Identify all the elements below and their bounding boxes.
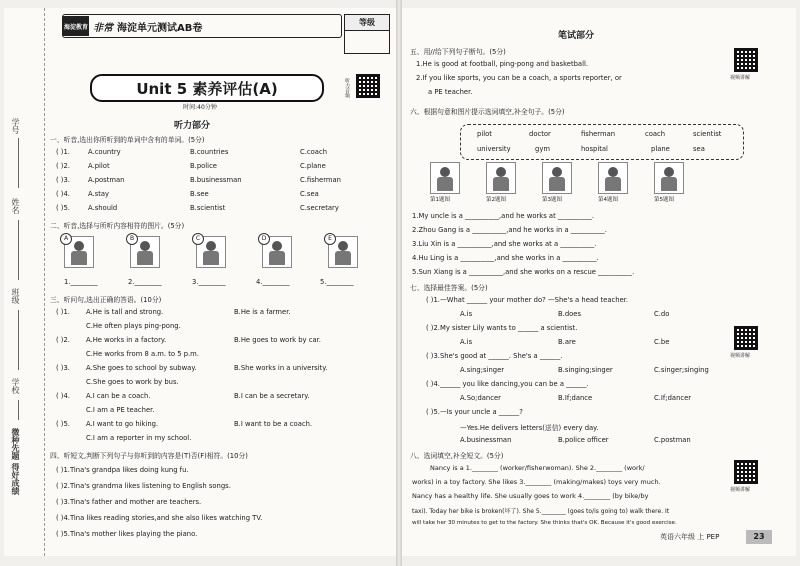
s1-opt-3b: B.businessman (190, 176, 242, 184)
s4-row-4[interactable]: ( )4.Tina likes reading stories,and she also likes watching TV. (56, 514, 263, 522)
s1-opt-4a: A.stay (88, 190, 110, 198)
s7-opt-1b: B.does (558, 310, 582, 318)
s6-line-3[interactable]: 3.Liu Xin is a __________,and she works at a __________. (412, 240, 597, 248)
picture-e-letter: E (324, 233, 336, 245)
brand-tag: 海淀教育 (63, 23, 88, 31)
s2-blank-5[interactable]: 5.________ (320, 278, 354, 286)
s1-heading: 一、听音,选出你所听到的单词中含有的单词。(5分) (50, 136, 205, 144)
picture-c-letter: C (192, 233, 204, 245)
brand-logo (63, 16, 89, 36)
picture-d-letter: D (258, 233, 270, 245)
s1-num-5[interactable]: ( )5. (56, 204, 70, 212)
s6-picture-4 (598, 162, 628, 194)
picture-a-letter: A (60, 233, 72, 245)
s7-opt-5b: B.police officer (558, 436, 609, 444)
s2-blank-1[interactable]: 1.________ (64, 278, 98, 286)
s6-line-1[interactable]: 1.My uncle is a __________,and he works at __________. (412, 212, 595, 220)
s7-opt-3c: C.singer;singing (654, 366, 709, 374)
s3-heading: 三、听问句,选出正确的答语。(10分) (50, 296, 162, 304)
s6-caption-1: 第1题图 (430, 197, 450, 203)
s1-opt-4c: C.sea (300, 190, 319, 198)
left-page (4, 8, 396, 556)
word-8: hospital (581, 145, 608, 153)
s7-opt-4c: C.If;dancer (654, 394, 692, 402)
footer-text: 英语六年级 上 PEP (660, 533, 720, 541)
word-2: doctor (529, 130, 551, 138)
s7-q-5-answer: —Yes.He delivers letters(送信) every day. (460, 424, 599, 432)
banner-script: 非常 (93, 22, 113, 34)
s4-row-2[interactable]: ( )2.Tina's grandma likes listening to English songs. (56, 482, 231, 490)
s5-line-1[interactable]: 1.He is good at football, ping-pong and basketball. (416, 60, 589, 68)
label-student-number: 学号 (11, 118, 20, 134)
word-bank (460, 124, 744, 160)
s6-picture-5 (654, 162, 684, 194)
page-title: Unit 5 素养评估(A) (90, 74, 324, 102)
class-line (18, 310, 19, 370)
s6-picture-3 (542, 162, 572, 194)
qr-code-icon[interactable] (734, 48, 758, 72)
s3-num-2[interactable]: ( )2. (56, 336, 70, 344)
listening-header: 听力部分 (174, 121, 211, 131)
picture-b-letter: B (126, 233, 138, 245)
s1-num-3[interactable]: ( )3. (56, 176, 70, 184)
qr-code-icon[interactable] (734, 460, 758, 484)
s1-opt-4b: B.see (190, 190, 209, 198)
word-5: scientist (693, 130, 722, 138)
s8-line-3[interactable]: Nancy has a healthy life. She usually goes to work 4.________ (by bike/by (412, 492, 649, 500)
school-line (18, 400, 19, 420)
s6-caption-2: 第2题图 (486, 197, 506, 203)
s3-opt-3a: A.She goes to school by subway. (86, 364, 197, 372)
s6-heading: 六、根据句意和图片提示选词填空,补全句子。(5分) (410, 108, 565, 116)
s3-opt-2b: B.He goes to work by car. (234, 336, 321, 344)
right-page (402, 8, 796, 556)
s5-heading: 五、用//给下列句子断句。(5分) (410, 48, 506, 56)
side-slogan: 微种先题 得好成绩 (11, 428, 20, 495)
s3-num-5[interactable]: ( )5. (56, 420, 70, 428)
s7-heading: 七、选择最佳答案。(5分) (410, 284, 488, 292)
word-7: gym (535, 145, 550, 153)
grade-label: 等级 (345, 15, 389, 31)
s7-opt-4a: A.So;dancer (460, 394, 501, 402)
s8-heading: 八、选词填空,补全短文。(5分) (410, 452, 504, 460)
word-9: plane (651, 145, 670, 153)
s5-line-3[interactable]: a PE teacher. (428, 88, 473, 96)
s3-num-4[interactable]: ( )4. (56, 392, 70, 400)
word-1: pilot (477, 130, 492, 138)
s1-opt-1b: B.countries (190, 148, 229, 156)
qr-caption: 听力音频 (344, 78, 350, 98)
s1-opt-5b: B.scientist (190, 204, 226, 212)
s8-line-4[interactable]: taxi). Today her bike is broken(坏了). She 5.________ (goes to/is going to) walk there. It (412, 508, 670, 515)
s6-caption-5: 第5题图 (654, 197, 674, 203)
grade-box (344, 14, 390, 54)
word-4: coach (645, 130, 666, 138)
s6-caption-4: 第4题图 (598, 197, 618, 203)
s4-heading: 四、听短文,判断下列句子与你听到的内容是(T)否(F)相符。(10分) (50, 452, 248, 460)
s7-opt-2c: C.be (654, 338, 670, 346)
s7-q-3[interactable]: ( )3.She's good at ______. She's a ______. (426, 352, 563, 360)
s1-opt-5a: A.should (88, 204, 118, 212)
series-banner (62, 14, 342, 38)
s3-opt-4b: B.I can be a secretary. (234, 392, 310, 400)
s7-q-4[interactable]: ( )4.______ you like dancing,you can be a ______. (426, 380, 589, 388)
s1-num-1[interactable]: ( )1. (56, 148, 70, 156)
s1-opt-5c: C.secretary (300, 204, 339, 212)
s1-opt-2b: B.police (190, 162, 217, 170)
s3-opt-5c: C.I am a reporter in my school. (86, 434, 192, 442)
s8-line-2[interactable]: works) in a toy factory. She likes 3.________ (making/makes) toys very much. (412, 478, 661, 486)
label-school: 学校 (11, 378, 20, 394)
s7-q-1[interactable]: ( )1.—What ______ your mother do? —She's a head teacher. (426, 296, 629, 304)
s8-line-5[interactable]: will take her 30 minutes to get to the factory. She thinks that's OK. Because it's good exercise. (412, 520, 677, 526)
s7-q-2[interactable]: ( )2.My sister Lily wants to ______ a scientist. (426, 324, 578, 332)
s1-num-2[interactable]: ( )2. (56, 162, 70, 170)
s7-opt-2b: B.are (558, 338, 576, 346)
s3-opt-4a: A.I can be a coach. (86, 392, 151, 400)
word-6: university (477, 145, 511, 153)
s3-opt-3b: B.She works in a university. (234, 364, 328, 372)
s6-line-2[interactable]: 2.Zhou Gang is a __________,and he works in a __________. (412, 226, 607, 234)
qr-caption-3: 视频讲解 (730, 487, 751, 493)
s7-opt-3a: A.sing;singer (460, 366, 505, 374)
s5-line-2[interactable]: 2.If you like sports, you can be a coach, a sports reporter, or (416, 74, 622, 82)
s1-num-4[interactable]: ( )4. (56, 190, 70, 198)
s2-blank-4[interactable]: 4.________ (256, 278, 290, 286)
page-number: 23 (746, 530, 772, 544)
s7-opt-5c: C.postman (654, 436, 691, 444)
s7-opt-5a: A.businessman (460, 436, 512, 444)
s3-opt-5b: B.I want to be a coach. (234, 420, 313, 428)
word-3: fisherman (581, 130, 616, 138)
time-limit: 时间:40分钟 (183, 104, 217, 111)
s1-opt-1a: A.country (88, 148, 121, 156)
word-10: sea (693, 145, 705, 153)
label-name: 姓名 (11, 198, 20, 214)
s6-picture-2 (486, 162, 516, 194)
label-class: 班级 (11, 288, 20, 304)
s3-num-3[interactable]: ( )3. (56, 364, 70, 372)
s6-line-4[interactable]: 4.Hu Ling is a __________,and she works in a __________. (412, 254, 599, 262)
s6-picture-1 (430, 162, 460, 194)
s3-opt-2a: A.He works in a factory. (86, 336, 167, 344)
s3-num-1[interactable]: ( )1. (56, 308, 70, 316)
s1-opt-3c: C.fisherman (300, 176, 341, 184)
s7-q-5[interactable]: ( )5.—Is your uncle a ______? (426, 408, 523, 416)
student-info-margin (4, 8, 45, 556)
s6-caption-3: 第3题图 (542, 197, 562, 203)
s3-opt-1b: B.He is a farmer. (234, 308, 291, 316)
s7-opt-1c: C.do (654, 310, 670, 318)
s3-opt-1a: A.He is tall and strong. (86, 308, 164, 316)
s1-opt-2c: C.plane (300, 162, 326, 170)
qr-code-icon[interactable] (356, 74, 380, 98)
s1-opt-3a: A.postman (88, 176, 125, 184)
s6-line-5[interactable]: 5.Sun Xiang is a __________,and she works on a rescue __________. (412, 268, 635, 276)
s2-heading: 二、听音,选择与所听内容相符的图片。(5分) (50, 222, 185, 230)
s2-blank-2[interactable]: 2.________ (128, 278, 162, 286)
s3-opt-4c: C.I am a PE teacher. (86, 406, 155, 414)
s1-opt-2a: A.pilot (88, 162, 110, 170)
s1-opt-1c: C.coach (300, 148, 328, 156)
s7-opt-3b: B.singing;singer (558, 366, 613, 374)
qr-code-icon[interactable] (734, 326, 758, 350)
qr-caption-1: 视频讲解 (730, 75, 751, 81)
qr-caption-2: 视频讲解 (730, 353, 751, 359)
s4-row-3[interactable]: ( )3.Tina's father and mother are teachers. (56, 498, 202, 506)
s7-opt-2a: A.is (460, 338, 473, 346)
s3-opt-2c: C.He works from 8 a.m. to 5 p.m. (86, 350, 199, 358)
s8-line-1[interactable]: Nancy is a 1.________ (worker/fisherwoman). She 2.________ (work/ (430, 464, 645, 472)
s2-blank-3[interactable]: 3.________ (192, 278, 226, 286)
student-number-line (18, 138, 19, 188)
s3-opt-3c: C.She goes to work by bus. (86, 378, 179, 386)
banner-text: 海淀单元测试AB卷 (117, 22, 203, 34)
name-line (18, 220, 19, 280)
s4-row-5[interactable]: ( )5.Tina's mother likes playing the piano. (56, 530, 198, 538)
s3-opt-1c: C.He often plays ping-pong. (86, 322, 181, 330)
s7-opt-1a: A.is (460, 310, 473, 318)
s3-opt-5a: A.I want to go hiking. (86, 420, 159, 428)
s4-row-1[interactable]: ( )1.Tina's grandpa likes doing kung fu. (56, 466, 189, 474)
written-header: 笔试部分 (558, 31, 595, 41)
s7-opt-4b: B.If;dance (558, 394, 593, 402)
